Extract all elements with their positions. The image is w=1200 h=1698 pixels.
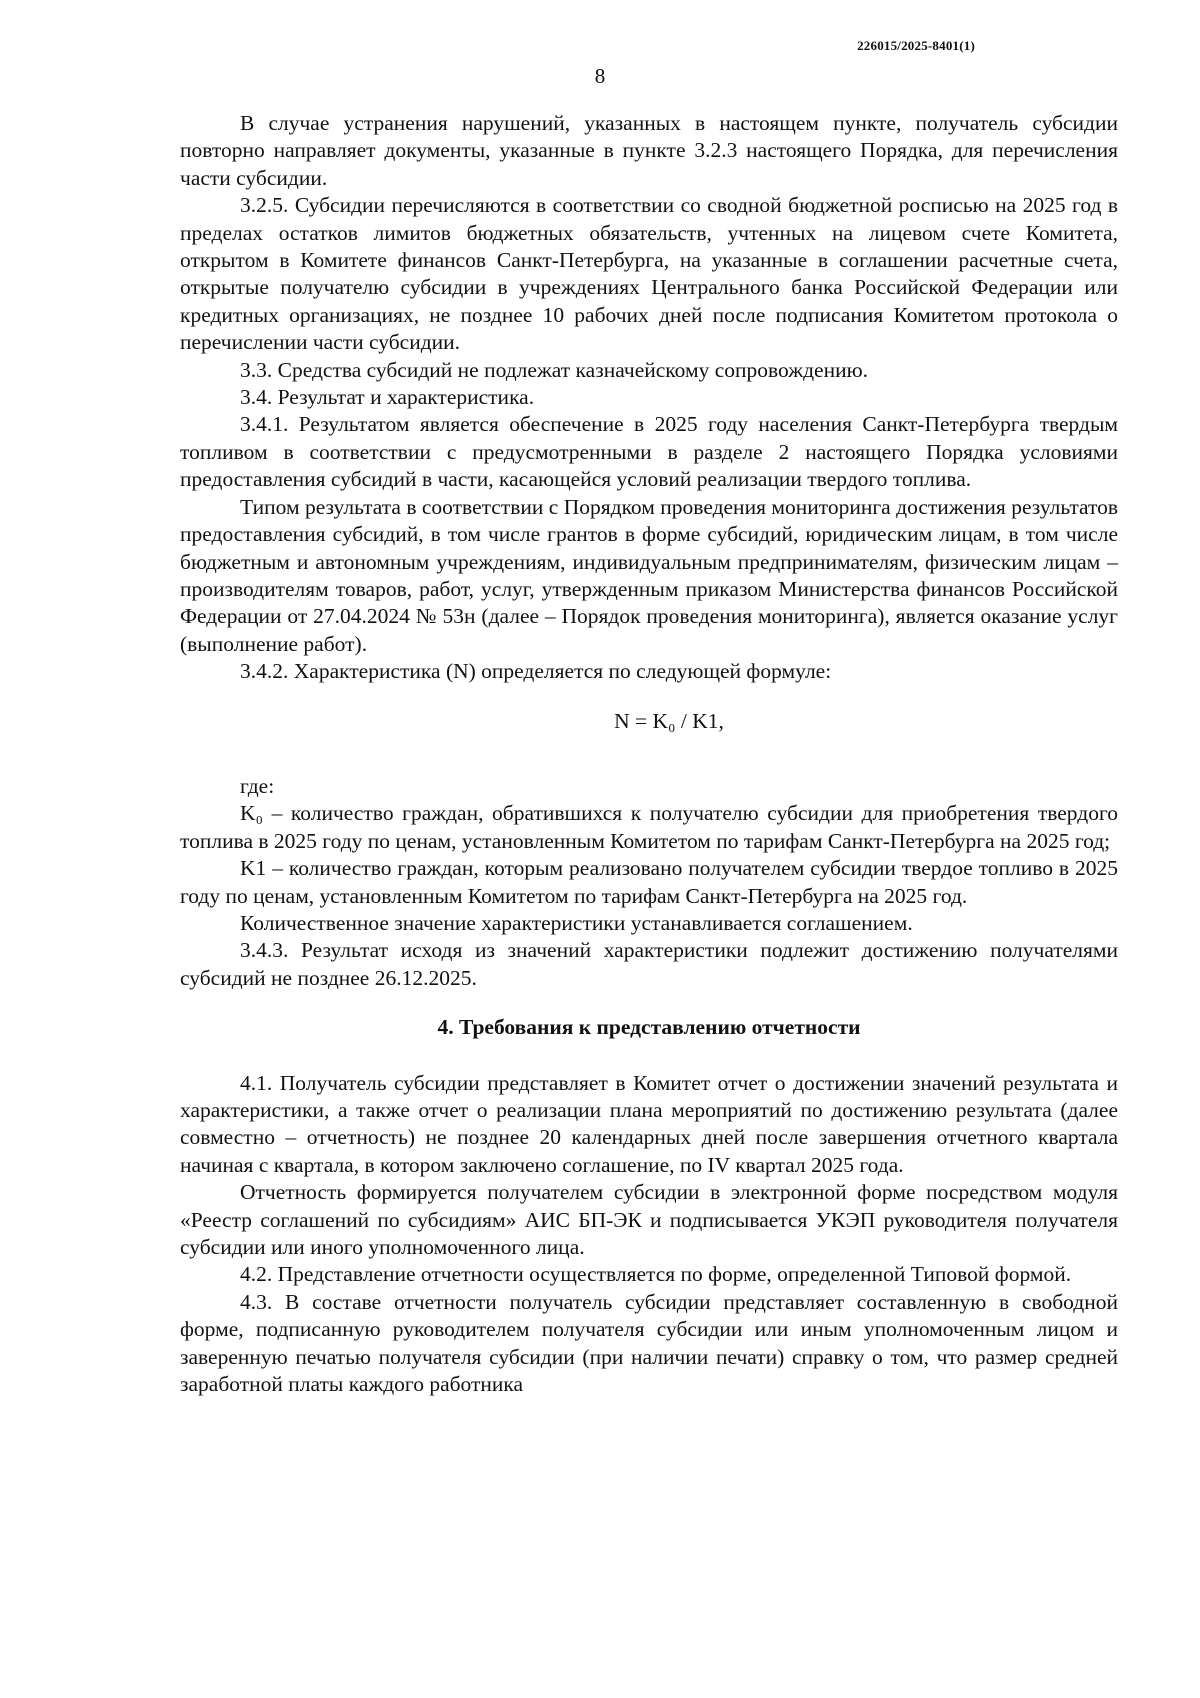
paragraph-3-2-5: 3.2.5. Субсидии перечисляются в соответствии со сводной бюджетной росписью на 2025 год в пределах остатков лимитов бюджетных обязательств, учтенных на лицевом счете Комитета, открытом в Комитете финансов Санкт-Петербурга, на указанные в соглашении расчетные счета, открытые получателю субсидии в учреждениях Центрального банка Российской Федерации или кредитных организациях, не позднее 10 рабочих дней после подписания Комитетом протокола о перечислении части субсидии.: [180, 193, 1118, 355]
paragraph-reporting-form: Отчетность формируется получателем субсидии в электронной форме посредством модуля «Реестр соглашений по субсидиям» АИС БП-ЭК и подписывается УКЭП руководителя получателя субсидии или иного уполномоченного лица.: [180, 1180, 1118, 1260]
paragraph-k1-definition: K1 – количество граждан, которым реализовано получателем субсидии твердое топливо в 2025 году по ценам, установленным Комитетом по тарифам Санкт-Петербурга на 2025 год.: [180, 856, 1118, 908]
page-number: 8: [594, 64, 606, 88]
paragraph-result-type: Типом результата в соответствии с Порядком проведения мониторинга достижения результатов предоставления субсидий, в том числе грантов в форме субсидий, юридическим лицам, в том числе бюджетным и автономным учреждениям, индивидуальным предпринимателям, физическим лицам – производителям товаров, работ, услуг, утвержденным приказом Министерства финансов Российской Федерации от 27.04.2024 № 53н (далее – Порядок проведения мониторинга), является оказание услуг (выполнение работ).: [180, 494, 1118, 656]
document-id: 226015/2025-8401(1): [857, 38, 975, 53]
paragraph-3-4-3: 3.4.3. Результат исходя из значений характеристики подлежит достижению получателями субсидий не позднее 26.12.2025.: [180, 938, 1118, 990]
paragraph-3-4: 3.4. Результат и характеристика.: [240, 385, 535, 410]
paragraph-quantity-value: Количественное значение характеристики устанавливается соглашением.: [240, 910, 913, 935]
paragraph-violation-fix: В случае устранения нарушений, указанных в настоящем пункте, получатель субсидии повторно направляет документы, указанные в пункте 3.2.3 настоящего Порядка, для перечисления части субсидии.: [180, 111, 1118, 190]
paragraph-3-4-1: 3.4.1. Результатом является обеспечение в 2025 году населения Санкт-Петербурга твердым топливом в соответствии с предусмотренными в разделе 2 настоящего Порядка условиями предоставления субсидий в части, касающейся условий реализации твердого топлива.: [180, 412, 1118, 492]
paragraph-k0-definition: K₀ – количество граждан, обратившихся к получателю субсидии для приобретения твердого топлива в 2025 году по ценам, установленным Комитетом по тарифам Санкт-Петербурга на 2025 год;: [180, 801, 1118, 853]
section-heading: 4. Требования к представлению отчетности: [437, 1015, 861, 1040]
paragraph-4-1: 4.1. Получатель субсидии представляет в Комитет отчет о достижении значений результата и характеристики, а также отчет о реализации плана мероприятий по достижению результата (далее совместно – отчетность) не позднее 20 календарных дней после завершения отчетного квартала начиная с квартала, в котором заключено соглашение, по IV квартал 2025 года.: [180, 1070, 1118, 1177]
paragraph-4-2: 4.2. Представление отчетности осуществляется по форме, определенной Типовой формой.: [240, 1262, 1072, 1287]
document-body: [180, 110, 1118, 1398]
formula: N = K₀ / K1,: [614, 708, 724, 733]
paragraph-where: где:: [240, 773, 275, 798]
paragraph-3-4-2: 3.4.2. Характеристика (N) определяется по следующей формуле:: [240, 659, 832, 684]
paragraph-4-3: 4.3. В составе отчетности получатель субсидии представляет составленную в свободной форме, подписанную руководителем получателя субсидии или иным уполномоченным лицом и заверенную печатью получателя субсидии (при наличии печати) справку о том, что размер средней заработной платы каждого работника: [180, 1289, 1118, 1397]
paragraph-3-3: 3.3. Средства субсидий не подлежат казначейскому сопровождению.: [240, 357, 869, 382]
